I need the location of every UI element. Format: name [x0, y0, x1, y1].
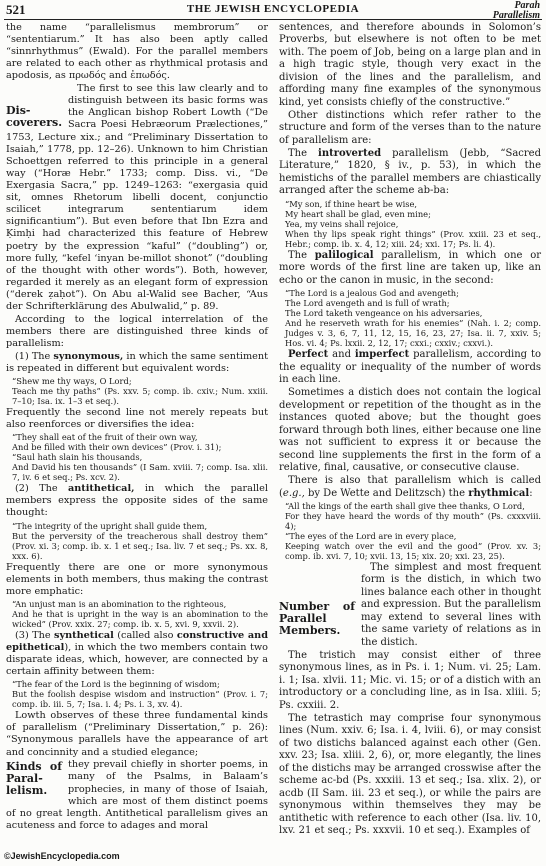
quotation: “The integrity of the upright shall guide them, But the perversity of the treacherous shall destroy them” (Prov. xi. 3; comp. ib. x. 1 et seq.; Isa. liv. 7 et seq.; Ps. xx. 8, xxx. 6).: [12, 520, 268, 561]
quotation: “They shall eat of the fruit of their own way, And be filled with their own devices” (Prov. i. 31); “Saul hath slain his thousands, And David his ten thousands” (I Sam. xviii. 7; comp. Isa. xlii. 7, iv. 6 et seq.; Ps. xcv. 2).: [12, 432, 268, 483]
side-note-discoverers: Discoverers.: [6, 104, 63, 130]
quotation: “An unjust man is an abomination to the righteous, And he that is upright in the way is an abomination to the wicked” (Prov. xxix. 27; comp. ib. x. 5, xvi. 9, xxvii. 2).: [12, 598, 268, 629]
paragraph: the name “parallelismus membrorum” or “sententiarum.” It has also been aptly called “sinnrhythmus” (Ewald). For the parallel members are related to each other as rhythmical protasis and apodosis, as πρωδός and ἐπωδός.: [6, 22, 268, 82]
paragraph: The introverted parallelism (Jebb, “Sacred Literature,” 1820, § iv., p. 53), in which the hemistichs of the parallel members are chiastically arranged after the scheme ab-ba:: [279, 147, 541, 197]
paragraph: Lowth observes of these three fundamental kinds of parallelism (“Preliminary Dissertation,” p. 26): “Synonymous parallels have the appearance of art and concinnity and a studied elegance;: [6, 710, 268, 758]
side-note-kinds: Kinds of Parallelism.: [6, 760, 62, 798]
quotation: “The Lord is a jealous God and avengeth; The Lord avengeth and is full of wrath; The Lord taketh vengeance on his adversaries, And he reserveth wrath for his enemies” (Nah. i. 2; comp. Judges v. 3, 6, 7, 11, 12, 15, 16, 23, 27; Isa. ii. 7, xxiv. 5; Hos. vi. 4; Ps. lxxii. 2, 12, 17; cxxi.; cxxiv.; cxxvi.).: [285, 288, 541, 349]
quotation: “The fear of the Lord is the beginning of wisdom; But the foolish despise wisdom and instruction” (Prov. i. 7; comp. ib. iii. 5, 7; Isa. i. 4; Ps. i. 3, xv. 4).: [12, 679, 268, 710]
paragraph: Kinds of Parallelism. they prevail chiefly in shorter poems, in many of the Psalms, in Balaam’s prophecies, in many of those of Isaiah, which are most of them distinct poems of no great length. Antithetical parallelism gives an acuteness and force to adages and moral: [6, 759, 268, 831]
paragraph: According to the logical interrelation of the members there are distinguished three kinds of parallelism:: [6, 313, 268, 350]
running-head: [493, 1, 540, 21]
paragraph: (3) The synthetical (called also constructive and epithetical), in which the two members contain two disparate ideas, which, however, are connected by a certain affinity between them:: [6, 629, 269, 678]
paragraph: Other distinctions which refer rather to the structure and form of the verses than to the nature of parallelism are:: [279, 109, 541, 146]
paragraph: Frequently the second line not merely repeats but also reenforces or diversifies the idea:: [6, 406, 268, 431]
side-note-number: Number of Parallel Members.: [279, 599, 355, 637]
right-column: [279, 22, 541, 837]
quotation: “My son, if thine heart be wise, My heart shall be glad, even mine; Yea, my veins shall rejoice, When thy lips speak right things” (Prov. xxiii. 23 et seq., Hebr.; comp. ib. x. 4, 12; xiii. 24; xxi. 17; Ps. li. 4).: [285, 198, 541, 249]
paragraph: (2) The antithetical, in which the parallel members express the opposite sides of the same thought:: [6, 483, 268, 519]
quotation: “Shew me thy ways, O Lord; Teach me thy paths” (Ps. xxv. 5; comp. ib. cxiv.; Num. xxiii. 7–10; Isa. ix. 1–3 et seq.).: [12, 375, 268, 406]
site-watermark: ©JewishEncyclopedia.com: [4, 851, 120, 861]
quotation: “All the kings of the earth shall give thee thanks, O Lord, For they have heard the words of thy mouth” (Ps. cxxxviii. 4); “The eyes of the Lord are in every place, Keeping watch over the evil and the good” (Prov. xv. 3; comp. ib. xvi. 7, 10; xvii. 13, 15; xix. 20; xxi. 23, 25).: [285, 500, 541, 561]
header-rule: [4, 19, 542, 20]
paragraph: Perfect and imperfect parallelism, according to the equality or inequality of the number of words in each line.: [279, 349, 541, 386]
paragraph: The tristich may consist either of three synonymous lines, as in Ps. i. 1; Num. vi. 25; Lam. i. 1; Isa. xlvii. 11; Mic. vi. 15; or of a distich with an introductory or a concluding line, as in Isa. xliii. 5; Ps. cxxiii. 2.: [279, 649, 541, 711]
running-head-line1: Parah: [514, 0, 540, 11]
paragraph: Number of Parallel Members. The simplest and most frequent form is the distich, in which two lines balance each other in thought and expression. But the parallelism may extend to several lines with the same variety of relations as in the distich.: [279, 561, 541, 648]
paragraph: Sometimes a distich does not contain the logical development or repetition of the thought as in the instances quoted above; but the thought goes forward through both lines, either because one line was not sufficient to express it or because the second line supplements the first in the form of a relative, final, causative, or consecutive clause.: [279, 387, 541, 473]
paragraph: There is also that parallelism which is called (e.g., by De Wette and Delitzsch) the rhythmical:: [279, 475, 541, 499]
paragraph: Discoverers. The first to see this law clearly and to distinguish between its basic forms was the Anglican bishop Robert Lowth (“De Sacra Poesi Hebræorum Prælectiones,” 1753, Lecture xix.; and “Preliminary Dissertation to Isaiah,” 1778, pp. 12–26). Unknown to him Christian Schoettgen referred to this principle in a general way (“Horæ Hebr.” 1733; comp. Diss. vi., “De Exergasia Sacra,” pp. 1249–1263: “exergasia quid sit, omnes Rhetorum libelli docent, conjunctio scilicet integrarum sententiarum idem significantium”). But even before that Ibn Ezra and Ḳimḥi had characterized this feature of Hebrew poetry by the expression “kaful” (“doubling”) or, more fully, “kefel ‘inyan be-millot shonot” (“doubling of the thought with other words”). Both, however, regarded it merely as an elegant form of expression (“derek ẓaḥot”). On Abu al-Walid see Bacher, “Aus der Schrifterklärung des Abulwalid,” p. 89.: [6, 83, 268, 313]
paragraph: Frequently there are one or more synonymous elements in both members, thus making the contrast more emphatic:: [6, 561, 268, 597]
journal-title: THE JEWISH ENCYCLOPEDIA: [186, 3, 360, 15]
page-number: 521: [6, 2, 26, 17]
paragraph: (1) The synonymous, in which the same sentiment is repeated in different but equivalent words:: [6, 350, 268, 374]
paragraph: The tetrastich may comprise four synonymous lines (Num. xxiv. 6; Isa. i. 4, lviii. 6), or may consist of two distichs balanced against each other (Gen. xxv. 23; Isa. xliii. 2, 6), or, more elegantly, the lines of the distichs may be arranged crosswise after the scheme ac-bd (Ps. xxxiii. 13 et seq.; Isa. xlix. 2), or acdb (II Sam. iii. 23 et seq.), or while the pairs are synonymous within themselves they may be antithetic with reference to each other (Isa. liv. 10, lxv. 21 et seq.; Ps. xxxvii. 10 et seq.). Examples of: [279, 712, 541, 836]
paragraph: sentences, and therefore abounds in Solomon’s Proverbs, but elsewhere is not often to be met with. The poem of Job, being on a large plan and in a high tragic style, though very exact in the division of the lines and the parallelism, and affording many fine examples of the synonymous kind, yet consists chiefly of the constructive.”: [279, 22, 541, 108]
running-head-line2: Parallelism: [492, 10, 540, 21]
left-column: [6, 22, 268, 832]
paragraph: The palilogical parallelism, in which one or more words of the first line are taken up, like an echo or the canon in music, in the second:: [279, 249, 541, 286]
